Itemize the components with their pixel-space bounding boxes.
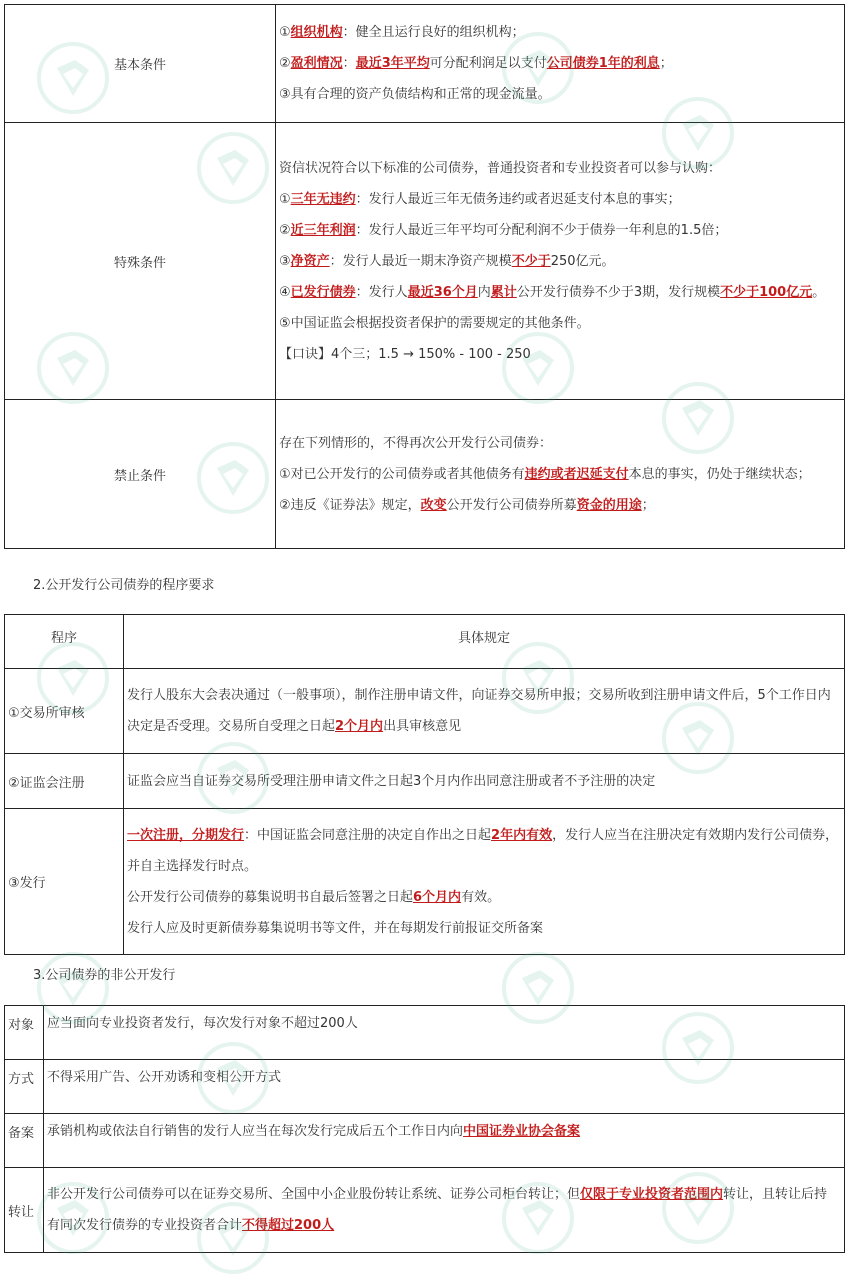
content-line bbox=[276, 153, 844, 184]
highlight-text: 组织机构 bbox=[290, 25, 343, 40]
table-row bbox=[5, 669, 845, 754]
content-line bbox=[44, 1062, 844, 1093]
highlight-text: 公司债券1年的利息 bbox=[546, 56, 660, 71]
text-segment: ：健全且运行良好的组织机构； bbox=[342, 25, 525, 40]
table-row bbox=[5, 1168, 845, 1253]
highlight-text: 不少于 bbox=[511, 253, 551, 269]
text-segment: 发行人股东大会表决通过（一般事项），制作注册申请文件，向证券交易所申报；交易所收到注册申请文件后，5个工作日内决定是否受理。交易所自受理之日起 bbox=[127, 688, 831, 734]
row-label: 特殊条件 bbox=[5, 123, 276, 400]
row-content bbox=[276, 400, 845, 549]
text-segment: 公开发行公司债券的募集说明书自最后签署之日起 bbox=[127, 889, 414, 905]
text-segment: 转让，且转让后持有同次发行债券的专业投资者合计 bbox=[47, 1187, 828, 1233]
text-segment: ② bbox=[279, 222, 291, 238]
content-line bbox=[276, 17, 844, 48]
highlight-text: 三年无违约 bbox=[290, 191, 356, 207]
highlight-text: 盈利情况 bbox=[290, 56, 343, 71]
text-segment: ：发行人 bbox=[355, 284, 408, 300]
text-segment: ：发行人最近三年无债务违约或者迟延支付本息的事实； bbox=[355, 191, 681, 207]
text-segment: 公开发行债券不少于3期，发行规模 bbox=[516, 284, 721, 300]
text-segment: ：中国证监会同意注册的决定自作出之日起 bbox=[244, 827, 492, 843]
highlight-text: 已发行债券 bbox=[290, 284, 356, 300]
text-segment: 发行人应及时更新债券募集说明书等文件，并在每期发行前报证交所备案 bbox=[127, 920, 544, 936]
table-row bbox=[5, 1114, 845, 1168]
highlight-text: 2个月内 bbox=[335, 719, 384, 734]
row-content bbox=[44, 1114, 845, 1168]
text-segment: 出具审核意见 bbox=[383, 719, 462, 734]
highlight-text: 最近36个月 bbox=[407, 284, 478, 300]
table-row bbox=[5, 1006, 845, 1060]
table-row bbox=[5, 5, 845, 123]
table-row bbox=[5, 754, 845, 809]
highlight-text: 不得超过200人 bbox=[242, 1218, 335, 1233]
text-segment: ； bbox=[659, 56, 673, 71]
content-line bbox=[276, 339, 844, 370]
highlight-text: 累计 bbox=[490, 284, 517, 300]
row-label: 备案 bbox=[5, 1114, 44, 1168]
text-segment: ： bbox=[342, 56, 356, 71]
text-segment: ③具有合理的资产负债结构和正常的现金流量。 bbox=[279, 87, 551, 102]
row-content bbox=[44, 1006, 845, 1060]
table-row bbox=[5, 123, 845, 400]
text-segment: 承销机构或依法自行销售的发行人应当在每次发行完成后五个工作日内向 bbox=[47, 1124, 464, 1139]
table-row bbox=[5, 1060, 845, 1114]
content-line bbox=[124, 680, 844, 742]
text-segment: ，发行人应当在注册决定有效期内发行公司债券，并自主选择发行时点。 bbox=[127, 827, 839, 874]
text-segment: 证监会应当自证券交易所受理注册申请文件之日起3个月内作出同意注册或者不予注册的决定 bbox=[127, 773, 656, 789]
highlight-text: 不少于100亿元 bbox=[720, 284, 813, 300]
text-segment: ①对已公开发行的公司债券或者其他债务有 bbox=[279, 466, 525, 482]
content-line bbox=[276, 308, 844, 339]
content-line bbox=[276, 79, 844, 110]
content-line bbox=[124, 913, 844, 944]
text-segment: ； bbox=[641, 497, 655, 513]
row-label: ③发行 bbox=[5, 809, 124, 955]
section-title: 2.公开发行公司债券的程序要求 bbox=[33, 578, 215, 593]
highlight-text: 净资产 bbox=[290, 253, 330, 269]
table-header-row bbox=[5, 615, 845, 669]
highlight-text: 改变 bbox=[420, 497, 447, 513]
row-content bbox=[44, 1060, 845, 1114]
highlight-text: 违约或者迟延支付 bbox=[524, 466, 629, 482]
column-header: 程序 bbox=[5, 615, 124, 669]
content-line bbox=[124, 766, 844, 797]
text-segment: 可分配利润足以支付 bbox=[429, 56, 547, 71]
highlight-text: 近三年利润 bbox=[290, 222, 356, 238]
row-content bbox=[276, 123, 845, 400]
row-content bbox=[124, 669, 845, 754]
text-segment: ④ bbox=[279, 284, 291, 300]
row-content bbox=[276, 5, 845, 123]
table-row bbox=[5, 809, 845, 955]
content-line bbox=[276, 277, 844, 308]
text-segment: ：发行人最近一期末净资产规模 bbox=[329, 253, 512, 269]
content-line bbox=[276, 490, 844, 521]
text-segment: ③ bbox=[279, 253, 291, 269]
content-line bbox=[276, 184, 844, 215]
content-line bbox=[276, 428, 844, 459]
procedure-table bbox=[4, 614, 845, 955]
text-segment: 250亿元。 bbox=[550, 253, 615, 269]
highlight-text: 2年内有效 bbox=[491, 827, 553, 843]
conditions-table bbox=[4, 4, 845, 549]
text-segment: 资信状况符合以下标准的公司债券，普通投资者和专业投资者可以参与认购： bbox=[279, 160, 722, 176]
text-segment: ② bbox=[279, 56, 291, 71]
content-line bbox=[44, 1179, 844, 1241]
text-segment: 。 bbox=[812, 284, 826, 300]
section-title: 3.公司债券的非公开发行 bbox=[33, 968, 176, 983]
row-label: 对象 bbox=[5, 1006, 44, 1060]
column-header: 具体规定 bbox=[124, 615, 845, 669]
row-content bbox=[124, 754, 845, 809]
highlight-text: 6个月内 bbox=[413, 889, 462, 905]
row-label: ①交易所审核 bbox=[5, 669, 124, 754]
text-segment: ① bbox=[279, 25, 291, 40]
row-content bbox=[124, 809, 845, 955]
content-line bbox=[124, 882, 844, 913]
content-line bbox=[124, 820, 844, 882]
row-label: 转让 bbox=[5, 1168, 44, 1253]
content-line bbox=[276, 215, 844, 246]
text-segment: ②违反《证券法》规定， bbox=[279, 497, 421, 513]
text-segment: 应当面向专业投资者发行，每次发行对象不超过200人 bbox=[47, 1016, 358, 1031]
highlight-text: 最近3年平均 bbox=[355, 56, 430, 71]
content-line bbox=[276, 459, 844, 490]
highlight-text: 仅限于专业投资者范围内 bbox=[580, 1187, 724, 1202]
row-label: 基本条件 bbox=[5, 5, 276, 123]
highlight-text: 一次注册，分期发行 bbox=[127, 827, 245, 843]
content-line bbox=[276, 246, 844, 277]
content-line bbox=[44, 1008, 844, 1039]
private-placement-table bbox=[4, 1005, 845, 1253]
table-row bbox=[5, 400, 845, 549]
highlight-text: 中国证券业协会备案 bbox=[463, 1124, 581, 1139]
text-segment: 存在下列情形的，不得再次公开发行公司债券： bbox=[279, 435, 553, 451]
text-segment: 【口诀】4个三；1.5 → 150% - 100 - 250 bbox=[279, 346, 531, 362]
row-label: 禁止条件 bbox=[5, 400, 276, 549]
row-content bbox=[44, 1168, 845, 1253]
text-segment: ：发行人最近三年平均可分配利润不少于债券一年利息的1.5倍； bbox=[355, 222, 728, 238]
text-segment: 非公开发行公司债券可以在证券交易所、全国中小企业股份转让系统、证券公司柜台转让；但 bbox=[47, 1187, 581, 1202]
content-line bbox=[276, 48, 844, 79]
text-segment: 不得采用广告、公开劝诱和变相公开方式 bbox=[47, 1070, 282, 1085]
row-label: ②证监会注册 bbox=[5, 754, 124, 809]
text-segment: ① bbox=[279, 191, 291, 207]
text-segment: 内 bbox=[477, 284, 491, 300]
text-segment: ⑤中国证监会根据投资者保护的需要规定的其他条件。 bbox=[279, 315, 590, 331]
text-segment: 本息的事实，仍处于继续状态； bbox=[628, 466, 811, 482]
highlight-text: 资金的用途 bbox=[576, 497, 642, 513]
row-label: 方式 bbox=[5, 1060, 44, 1114]
content-line bbox=[44, 1116, 844, 1147]
text-segment: 公开发行公司债券所募 bbox=[446, 497, 577, 513]
text-segment: 有效。 bbox=[461, 889, 501, 905]
